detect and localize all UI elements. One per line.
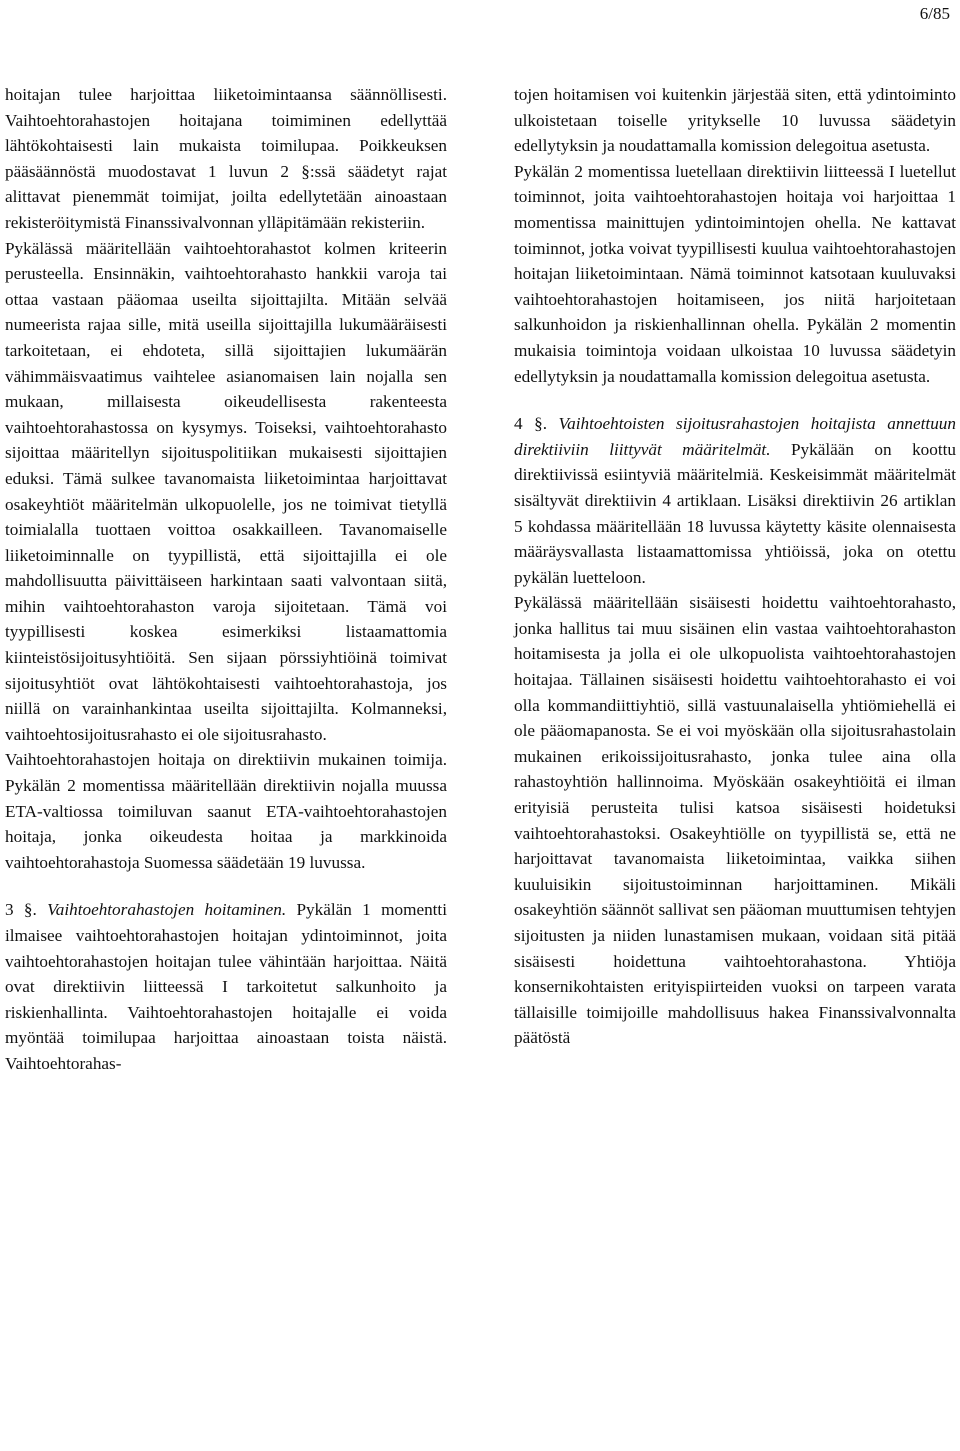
paragraph: Pykälässä määritellään sisäisesti hoidettu vaihtoehtorahasto, jonka hallitus tai muu sisäinen elin vastaa vaihtoehtorahaston hoitamisesta ja jolla ei ole ulkopuolista vaihtoehtorahastojen hoitajaa. Tällainen sisäisesti hoidettu vaihtoehtorahasto ei voi olla kommandiittiyhtiö, sillä vastuunalaisella yhtiömiehellä ei ole pääomapanosta. Se ei voi myöskään olla sijoitusrahastolain mukainen erikoissijoitusrahasto, jonka tulee aina olla rahastoyhtiön hallinnoima. Myöskään osakeyhtiöitä ei ilman erityisiä perusteita tulisi katsoa sisäisesti hoidetuksi vaihtoehtorahastoksi. Osakeyhtiölle on tyypillistä se, että ne harjoittavat tavanomaista liiketoimintaa, vaikka siihen kuuluisikin sijoitustoiminnan harjoittaminen. Mikäli osakeyhtiön säännöt sallivat sen pääoman muuttumisen tehtyjen sijoitusten ja niiden lunastamisen mukaan, voidaan sitä pitää sisäisesti hoidettuna vaihtoehtorahastona. Yhtiöja konsernikohtaisten erityispiirteiden vuoksi on tarpeen varata tällaisille toimijoille mahdollisuus hakea Finanssivalvonnalta päätöstä bbox=[514, 593, 956, 1048]
section-body: Pykälään on koottu direktiivissä esiintyviä määritelmiä. Keskeisimmät määritelmät sisältyvät direktiivin 4 artiklaan. Lisäksi direktiivin 26 artiklan 5 kohdassa määritellään 18 luvussa käytetty käsite olennaisesta määräysvallasta listaamattomissa yhtiöissä, joka on otettu pykälän luetteloon. bbox=[514, 439, 956, 587]
right-column bbox=[514, 82, 956, 1051]
paragraph: hoitajan tulee harjoittaa liiketoimintaansa säännöllisesti. Vaihtoehtorahastojen hoitajana toimiminen edellyttää lähtökohtaisesti lain mukaista toimilupaa. Poikkeuksen pääsäännöstä muodostavat 1 luvun 2 §:ssä säädetyt rajat alittavat pienemmät toimijat, joilta edellytetään ainoastaan rekisteröitymistä Finanssivalvonnan ylläpitämään rekisteriin. bbox=[5, 85, 447, 232]
paragraph: Vaihtoehtorahastojen hoitaja on direktiivin mukainen toimija. Pykälän 2 momentissa määritellään direktiivin nojalla muussa ETA-valtiossa toimiluvan saanut ETA-vaihtoehtorahastojen hoitaja, jonka oikeudesta hoitaa ja markkinoida vaihtoehtorahastoja Suomessa säädetään 19 luvussa. bbox=[5, 750, 447, 872]
section-heading: Vaihtoehtorahastojen hoitaminen. bbox=[47, 900, 287, 920]
paragraph: Pykälässä määritellään vaihtoehtorahastot kolmen kriteerin perusteella. Ensinnäkin, vaihtoehtorahasto hankkii varoja tai ottaa vastaan pääomaa useilta sijoittajilta. Mitään selvää numeerista rajaa sille, mitä useilla sijoittajilla lukumääräisesti tarkoitetaan, ei ehdoteta, sillä sijoittajien lukumäärän vähimmäisvaatimus vaihtelee asianomaisen lain nojalla sen mukaan, millaisesta oikeudellisesta rakenteesta vaihtoehtorahastossa on kysymys. Toiseksi, vaihtoehtorahasto sijoittaa määritellyn sijoituspolitiikan mukaisesti sijoittajien eduksi. Tämä sulkee tavanomaista liiketoimintaa harjoittavat osakeyhtiöt määritelmän ulkopuolelle, jos ne toimivat tietyllä toimialalla tuottaen voittoa osakkailleen. Tavanomaiselle liiketoiminnalle on tyypillistä, että sijoittajilla ei ole mahdollisuutta päivittäiseen harkintaan saati valvontaan siitä, mihin vaihtoehtorahaston varoja sijoitetaan. Tämä voi tyypillisesti koskea esimerkiksi listaamattomia kiinteistösijoitusyhtiöitä. Sen sijaan pörssiyhtiöinä toimivat sijoitusyhtiöt ovat lähtökohtaisesti vaihtoehtorahastoja, jos niillä on varainhankintaa useilta sijoittajilta. Kolmanneksi, vaihtoehtosijoitusrahasto ei ole sijoitusrahasto. bbox=[5, 238, 447, 744]
section-number: 3 §. bbox=[5, 900, 37, 920]
section-paragraph bbox=[5, 897, 447, 1076]
paragraph: tojen hoitamisen voi kuitenkin järjestää siten, että ydintoiminto ulkoistetaan toiselle yritykselle 10 luvussa säädetyin edellytyksin ja noudattamalla komission delegoitua asetusta. bbox=[514, 85, 956, 156]
section-number: 4 §. bbox=[514, 414, 548, 434]
section-heading: Vaihtoehtoisten sijoitusrahastojen hoitajista annettuun direktiiviin liittyvät määritelmät. bbox=[514, 414, 956, 459]
section-body: Pykälän 1 momentti ilmaisee vaihtoehtorahastojen hoitajan ydintoiminnot, joita vaihtoehtorahastojen hoitajan tulee vähintään harjoittaa. Näitä ovat direktiivin liitteessä I tarkoitetut salkunhoito ja riskienhallinta. Vaihtoehtorahastojen hoitajalle ei voida myöntää toimilupaa harjoittaa ainoastaan toista näistä. Vaihtoehtorahas- bbox=[5, 900, 447, 1073]
left-column bbox=[5, 82, 447, 1077]
page-number: 6/85 bbox=[919, 4, 950, 23]
paragraph: Pykälän 2 momentissa luetellaan direktiivin liitteessä I luetellut toiminnot, joita vaihtoehtorahastojen hoitaja voi harjoittaa 1 momentissa mainittujen ydintoimintojen ohella. Ne kattavat toiminnot, jotka voivat tyypillisesti kuulua vaihtoehtorahastojen hoitajan liiketoimintaan. Nämä toiminnot katsotaan kuuluvaksi vaihtoehtorahastojen hoitamiseen, jos niitä harjoitetaan salkunhoidon ja riskienhallinnan ohella. Pykälän 2 momentin mukaisia toimintoja voidaan ulkoistaa 10 luvussa säädetyin edellytyksin ja noudattamalla komission delegoitua asetusta. bbox=[514, 161, 956, 386]
section-paragraph bbox=[514, 411, 956, 590]
